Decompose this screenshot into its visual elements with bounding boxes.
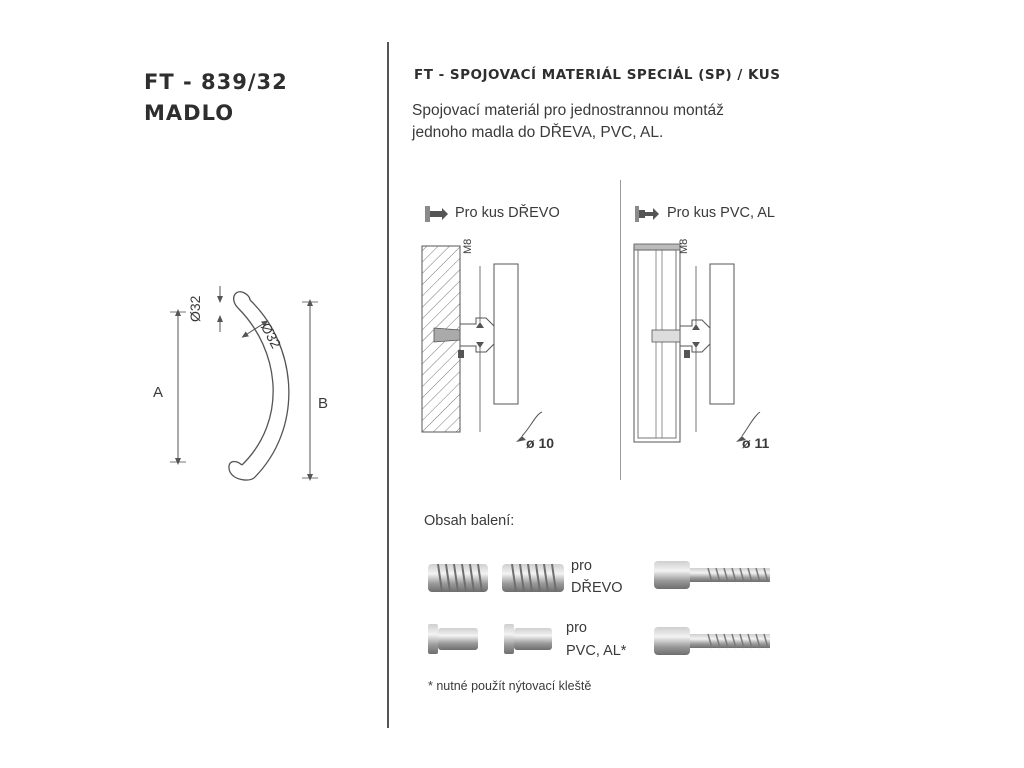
bolt-image-1 (652, 558, 774, 592)
dim-d1-label: Ø32 (187, 295, 203, 322)
dim-d2-label: Ø32 (257, 320, 285, 351)
wood-thread-label: M8 (462, 238, 474, 254)
wood-mount-label: Pro kus DŘEVO (455, 205, 560, 221)
package-footnote: * nutné použít nýtovací kleště (428, 679, 592, 693)
wood-mount-diagram (414, 236, 564, 456)
dim-b-label: B (318, 395, 329, 412)
pvc-pack-label-2: PVC, AL* (566, 643, 627, 659)
pvc-mount-diagram (626, 236, 776, 456)
pvc-pack-label-1: pro (566, 620, 587, 636)
wood-pack-label-1: pro (571, 558, 592, 574)
description-line-2: jednoho madla do DŘEVA, PVC, AL. (412, 124, 664, 141)
main-divider (387, 42, 389, 728)
pvc-inserts-image (426, 622, 556, 658)
pvc-insert-1 (428, 624, 478, 654)
pvc-insert-2 (504, 624, 552, 654)
wood-inserts-image (424, 558, 569, 598)
wood-mount-icon (424, 204, 450, 224)
package-title: Obsah balení: (424, 513, 515, 529)
wood-insert-1 (428, 564, 488, 592)
wood-drill-label: ø 10 (526, 435, 555, 451)
bolt-image-2 (652, 624, 774, 658)
handle-bottom-foot (229, 461, 254, 480)
product-name: MADLO (144, 101, 235, 125)
pvc-drill-label: ø 11 (742, 435, 770, 451)
mount-divider (620, 180, 621, 480)
handle-top-foot (234, 292, 250, 308)
pvc-thread-label: M8 (678, 238, 690, 254)
description-line-1: Spojovací materiál pro jednostrannou montáž (412, 102, 724, 119)
wood-insert-2 (502, 564, 564, 592)
pvc-mount-label: Pro kus PVC, AL (667, 205, 775, 221)
dim-a-label: A (153, 384, 164, 401)
section-heading: FT - SPOJOVACÍ MATERIÁL SPECIÁL (SP) / KUS (414, 67, 781, 83)
product-code: FT - 839/32 (144, 70, 288, 94)
pvc-mount-icon (634, 204, 660, 224)
wood-pack-label-2: DŘEVO (571, 580, 623, 596)
